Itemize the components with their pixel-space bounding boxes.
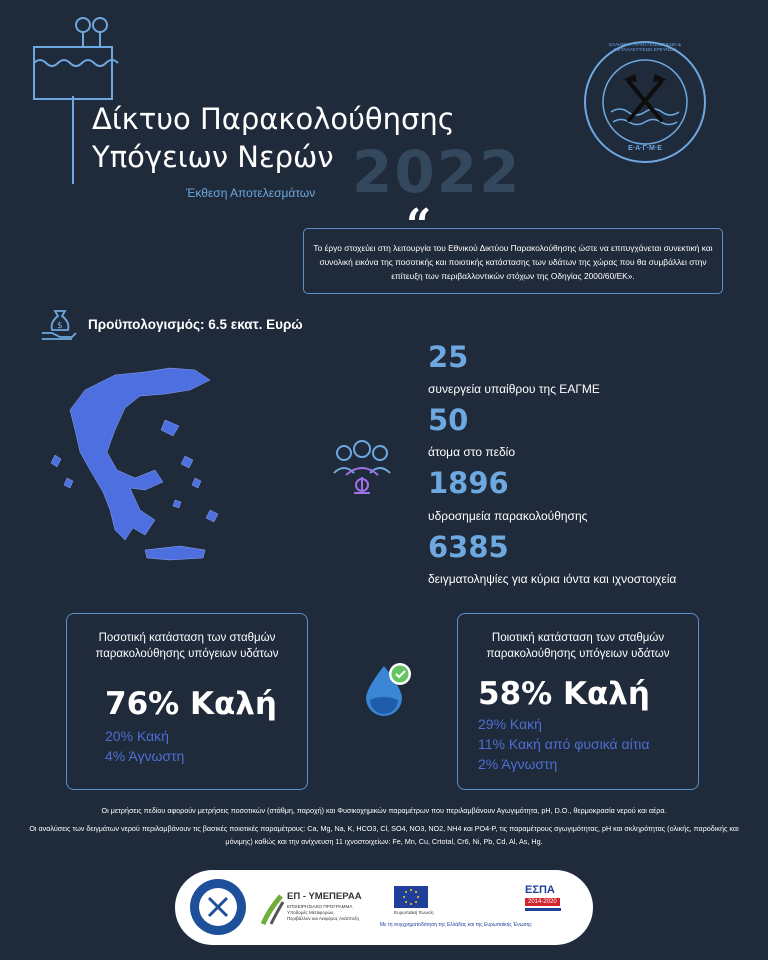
eagme-seal-abbr: Ε·Α·Γ·Μ·Ε xyxy=(628,145,662,152)
stat-value: 1896 xyxy=(428,466,509,500)
header-divider xyxy=(72,96,74,184)
money-bag-hand-icon xyxy=(40,303,80,343)
cofinance-text: Με τη συγχρηματοδότηση της Ελλάδας και της Ευρωπαϊκής Ένωσης xyxy=(380,922,532,928)
field-workers-icon xyxy=(330,435,394,499)
svg-text:$: $ xyxy=(57,321,63,331)
eu-caption: Ευρωπαϊκή Ένωση xyxy=(394,910,434,915)
field-measurements-note: Οι μετρήσεις πεδίου αφορούν μετρήσεις ποσοτικών (στάθμη, παροχή) και Φυσικοχημικών παραμέτρων που περιλαμβάνουν Αγωγιμότητα, pH, D.O., θερμοκρασία νερού και αέρα. xyxy=(101,806,667,815)
card-heading: Ποιοτική κατάσταση των σταθμών παρακολούθησης υπόγειων υδάτων xyxy=(486,632,670,660)
funding-logos-bar xyxy=(175,870,593,945)
epymeperaa-logo: ΕΠ - ΥΜΕΠΕΡΑΑ xyxy=(287,891,362,902)
quantitative-good: 76% Καλή xyxy=(105,686,277,722)
quantitative-status-card xyxy=(66,613,308,790)
laboratory-analyses-note: Οι αναλύσεις των δειγμάτων νερού περιλαμβάνουν τις βασικές ποιοτικές παραμέτρους: Ca, Mg, Na, K, HCO3, Cl, SO4, NO3, NO2, NH4 και PO4-P, τις παραμέτρους αγωγιμότητας, pH και σκληρότητας (ολικής, παροδικής και μόνιμης) καθώς και την ανίχνευση 11 ιχνοστοιχείων: Fe, Mn, Cu, Crtotal, Cr6, Ni, Pb, Cd, Al, As, Hg. xyxy=(29,824,739,846)
qualitative-status-card xyxy=(457,613,699,790)
espa-years: 2014-2020 xyxy=(525,898,560,906)
greece-map xyxy=(45,360,235,570)
eagme-seal-logo xyxy=(583,40,707,164)
espa-stripe xyxy=(525,908,561,911)
quote-mark-icon: “ xyxy=(406,200,432,251)
epymeperaa-sub: ΕΠΙΧΕΙΡΗΣΙΑΚΟ ΠΡΟΓΡΑΜΜΑ xyxy=(287,904,353,909)
eu-flag-icon xyxy=(394,886,428,908)
report-year: 2022 xyxy=(352,138,522,206)
epymeperaa-sub: Περιβάλλον και Αειφόρος Ανάπτυξη xyxy=(287,916,360,921)
page-subtitle: Έκθεση Αποτελεσμάτων xyxy=(186,186,316,200)
epymeperaa-sub: Υποδομές Μεταφορών, xyxy=(287,910,335,915)
stat-label: συνεργεία υπαίθρου της ΕΑΓΜΕ xyxy=(428,382,600,396)
card-heading: Ποσοτική κατάσταση των σταθμών παρακολούθησης υπόγειων υδάτων xyxy=(95,632,279,660)
stat-label: άτομα στο πεδίο xyxy=(428,445,515,459)
stat-label: δειγματοληψίες για κύρια ιόντα και ιχνοστοιχεία xyxy=(428,572,677,586)
page-title: Δίκτυο Παρακολούθησης Υπόγειων Νερών xyxy=(92,102,455,174)
espa-logo: ΕΣΠΑ xyxy=(525,884,555,896)
project-quote: Το έργο στοχεύει στη λειτουργία του Εθνικού Δικτύου Παρακολούθησης ώστε να επιτυγχάνεται συνεκτική και συνολική εικόνα της ποσοτικής και ποιοτικής κατάστασης των υδάτων της χώρας που θα συμβάλλει στην επίτευξη των περιβαλλοντικών στόχων της Οδηγίας 2000/60/ΕΚ». xyxy=(303,228,723,294)
stat-value: 25 xyxy=(428,340,469,374)
budget-label: Προϋπολογισμός: 6.5 εκατ. Ευρώ xyxy=(88,317,303,332)
quantitative-breakdown: 20% Κακή 4% Άγνωστη xyxy=(105,728,185,764)
stat-value: 50 xyxy=(428,403,469,437)
eagme-logo xyxy=(189,878,247,936)
stat-value: 6385 xyxy=(428,530,509,564)
eagme-seal-text: ΕΛΛΗΝΙΚΗ ΑΡΧΗ ΓΕΩΛΟΓΙΚΩΝ & ΜΕΤΑΛΛΕΥΤΙΚΩΝ ΕΡΕΥΝΩΝ xyxy=(609,42,681,52)
qualitative-good: 58% Καλή xyxy=(478,676,650,712)
groundwater-tank-icon xyxy=(30,15,120,105)
stat-label: υδροσημεία παρακολούθησης xyxy=(428,509,588,523)
epymeperaa-road-icon xyxy=(261,892,285,926)
water-drop-check-icon xyxy=(362,660,414,718)
qualitative-breakdown: 29% Κακή 11% Κακή από φυσικά αίτια 2% Άγνωστη xyxy=(478,716,650,772)
